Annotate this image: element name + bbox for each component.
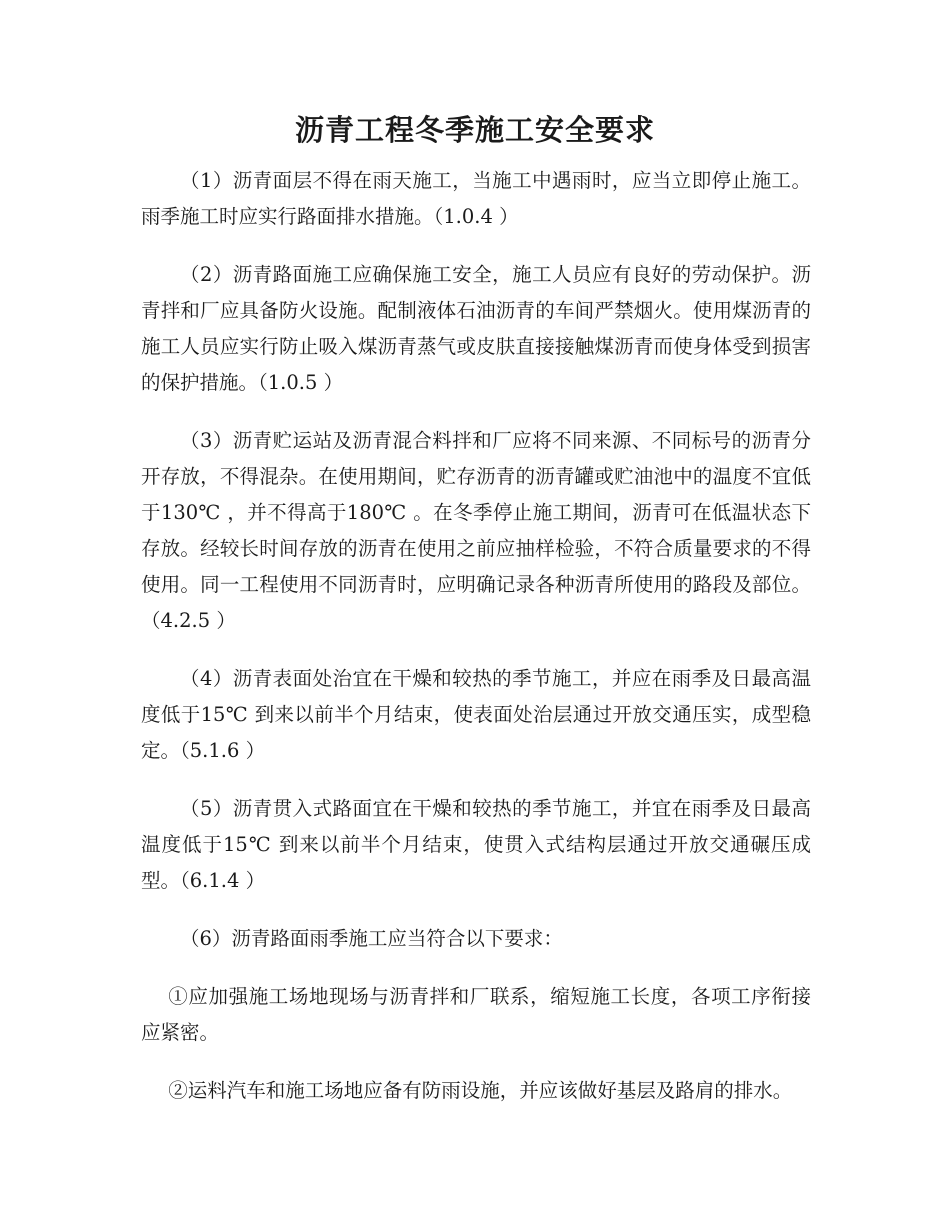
paragraph-1: （1）沥青面层不得在雨天施工，当施工中遇雨时，应当立即停止施工。雨季施工时应实行路面排水措施。（1.0.4 ） xyxy=(141,169,811,228)
sub-item-1: ①应加强施工场地现场与沥青拌和厂联系，缩短施工长度，各项工序衔接应紧密。 xyxy=(141,985,811,1044)
paragraph-6: （6）沥青路面雨季施工应当符合以下要求： xyxy=(180,927,563,950)
document-title: 沥青工程冬季施工安全要求 xyxy=(294,113,655,147)
paragraph-5: （5）沥青贯入式路面宜在干燥和较热的季节施工，并宜在雨季及日最高温度低于15℃ 到来以前半个月结束，使贯入式结构层通过开放交通碾压成型。（6.1.4 ） xyxy=(141,797,811,892)
paragraph-4: （4）沥青表面处治宜在干燥和较热的季节施工，并应在雨季及日最高温度低于15℃ 到来以前半个月结束，使表面处治层通过开放交通压实，成型稳定。（5.1.6 ） xyxy=(141,667,811,762)
paragraph-2: （2）沥青路面施工应确保施工安全，施工人员应有良好的劳动保护。沥青拌和厂应具备防火设施。配制液体石油沥青的车间严禁烟火。使用煤沥青的施工人员应实行防止吸入煤沥青蒸气或皮肤直接接触煤沥青而使身体受到损害的保护措施。（1.0.5 ） xyxy=(141,263,811,394)
paragraph-3: （3）沥青贮运站及沥青混合料拌和厂应将不同来源、不同标号的沥青分开存放，不得混杂。在使用期间，贮存沥青的沥青罐或贮油池中的温度不宜低于130℃ ，并不得高于180℃ 。在冬季停止施工期间，沥青可在低温状态下存放。经较长时间存放的沥青在使用之前应抽样检验，不符合质量要求的不得使用。同一工程使用不同沥青时，应明确记录各种沥青所使用的路段及部位。（4.2.5 ） xyxy=(141,429,811,632)
sub-item-2: ②运料汽车和施工场地应备有防雨设施，并应该做好基层及路肩的排水。 xyxy=(168,1079,793,1102)
document-body xyxy=(141,163,811,1131)
